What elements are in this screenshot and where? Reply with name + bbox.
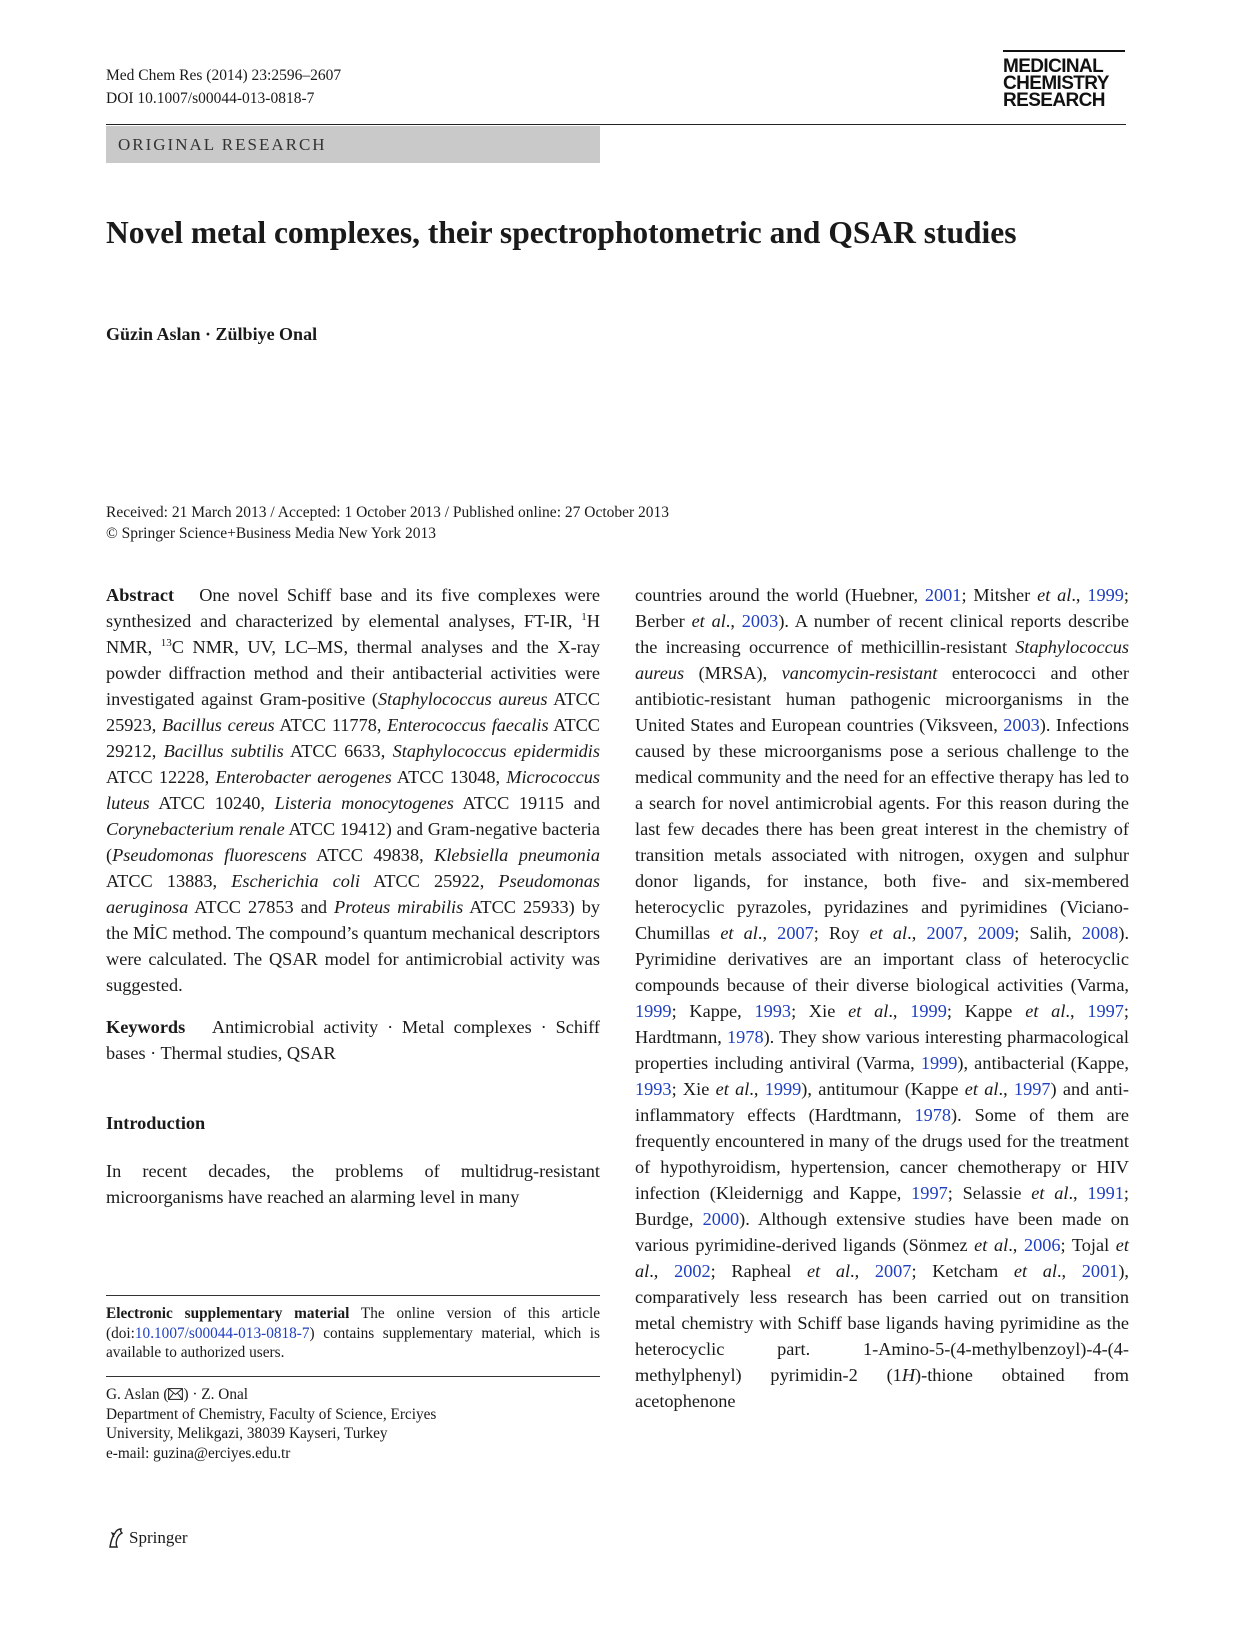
esm-label: Electronic supplementary material xyxy=(106,1305,350,1322)
citation-link[interactable]: 2001 xyxy=(924,585,962,605)
affiliation-line-2: University, Melikgazi, 38039 Kayseri, Turkey xyxy=(106,1425,388,1442)
header-citation xyxy=(106,64,341,110)
publisher-name: Springer xyxy=(129,1528,188,1547)
citation-link[interactable]: 2006 xyxy=(1023,1235,1061,1255)
citation-link[interactable]: 2007 xyxy=(926,923,963,943)
affiliation-authors: G. Aslan ( ) · Z. Onal xyxy=(106,1386,249,1403)
doi-link[interactable]: 10.1007/s00044-013-0818-7 xyxy=(134,1324,310,1342)
citation-link[interactable]: 1991 xyxy=(1087,1183,1124,1203)
citation-link[interactable]: 1999 xyxy=(1087,585,1124,605)
springer-horse-icon xyxy=(106,1527,126,1549)
citation-link[interactable]: 2002 xyxy=(674,1261,711,1281)
citation-link[interactable]: 1999 xyxy=(764,1079,802,1099)
citation-link[interactable]: 2009 xyxy=(977,923,1015,943)
section-label: ORIGINAL RESEARCH xyxy=(106,126,600,163)
citation-link[interactable]: 1978 xyxy=(914,1105,952,1125)
citation-link[interactable]: 2003 xyxy=(1003,715,1040,735)
article-authors: Güzin Aslan · Zülbiye Onal xyxy=(106,324,318,344)
citation-link[interactable]: 1997 xyxy=(1013,1079,1051,1099)
logo-line-2: CHEMISTRY xyxy=(1003,73,1109,94)
affiliation-rule xyxy=(106,1376,600,1377)
citation-link[interactable]: 1993 xyxy=(635,1079,672,1099)
article-doi: DOI 10.1007/s00044-013-0818-7 xyxy=(106,90,315,107)
header-rule xyxy=(106,124,1126,125)
supplementary-note: Electronic supplementary material The online version of this article (doi:10.1007/s00044-013-0818-7) contains supplementary material, which is available to authorized users. xyxy=(106,1305,600,1361)
journal-logo xyxy=(1003,50,1125,109)
affiliation-email[interactable]: e-mail: guzina@erciyes.edu.tr xyxy=(106,1444,291,1462)
citation-link[interactable]: 1999 xyxy=(910,1001,947,1021)
footnote-rule xyxy=(106,1295,600,1296)
introduction-continued: countries around the world (Huebner, 2001; Mitsher et al., 1999; Berber et al., 2003). A number of recent clinical reports describe the increasing occurrence of methicillin-resistant Staphylococcus aureus (MRSA), vancomycin-resistant enterococci and other antibiotic-resistant human pathogenic microorganisms in the United States and European countries (Viksveen, 2003). Infections caused by these microorganisms pose a serious challenge to the medical community and the need for an effective therapy has led to a search for novel antimicrobial agents. For this reason during the last few decades there has been great interest in the chemistry of transition metals associated with nitrogen, oxygen and sulphur donor ligands, for instance, both five- and six-membered heterocyclic pyrazoles, pyridazines and pyrimidines (Viciano-Chumillas et al., 2007; Roy et al., 2007, 2009; Salih, 2008). Pyrimidine derivatives are an important class of heterocyclic compounds because of their diverse biological activities (Varma, 1999; Kappe, 1993; Xie et al., 1999; Kappe et al., 1997; Hardtmann, 1978). They show various interesting pharmacological properties including antiviral (Varma, 1999), antibacterial (Kappe, 1993; Xie et al., 1999), antitumour (Kappe et al., 1997) and anti-inflammatory effects (Hardtmann, 1978). Some of them are frequently encountered in many of the drugs used for the treatment of hypothyroidism, hypertension, cancer chemotherapy or HIV infection (Kleidernigg and Kappe, 1997; Selassie et al., 1991; Burdge, 2000). Although extensive studies have been made on various pyrimidine-derived ligands (Sönmez et al., 2006; Tojal et al., 2002; Rapheal et al., 2007; Ketcham et al., 2001), comparatively less research has been carried out on transition metal chemistry with Schiff base ligands having pyrimidine as the heterocyclic part. 1-Amino-5-(4-methylbenzoyl)-4-(4-methylphenyl) pyrimidin-2 (1H)-thione obtained from acetophenone xyxy=(635,585,1130,1411)
citation-link[interactable]: 1999 xyxy=(635,1001,672,1021)
citation-link[interactable]: 1997 xyxy=(1087,1001,1124,1021)
citation-link[interactable]: 2000 xyxy=(702,1209,740,1229)
copyright: © Springer Science+Business Media New York 2013 xyxy=(106,525,437,542)
citation-link[interactable]: 2003 xyxy=(741,611,779,631)
envelope-icon xyxy=(168,1388,183,1400)
citation-link[interactable]: 1997 xyxy=(911,1183,948,1203)
abstract: Abstract One novel Schiff base and its five complexes were synthesized and characterized by elemental analyses, FT-IR, $^1$H NMR, $^{13}$C NMR, UV, LC–MS, thermal analyses and the X-ray powder diffraction method and their antibacterial activities were investigated against Gram-positive (Staphylococcus aureus ATCC 25923, Bacillus cereus ATCC 11778, Enterococcus faecalis ATCC 29212, Bacillus subtilis ATCC 6633, Staphylococcus epidermidis ATCC 12228, Enterobacter aerogenes ATCC 13048, Micrococcus luteus ATCC 10240, Listeria monocytogenes ATCC 19115 and Corynebacterium renale ATCC 19412) and Gram-negative bacteria (Pseudomonas fluorescens ATCC 49838, Klebsiella pneumonia ATCC 13883, Escherichia coli ATCC 25922, Pseudomonas aeruginosa ATCC 27853 and Proteus mirabilis ATCC 25933) by the MİC method. The compound’s quantum mechanical descriptors were calculated. The QSAR model for antimicrobial activity was suggested. xyxy=(106,585,601,995)
keywords-label: Keywords xyxy=(106,1017,186,1037)
logo-line-1: MEDICINAL xyxy=(1003,56,1104,77)
keywords-list: Antimicrobial activity · Metal complexes · Schiff bases · Thermal studies, QSAR xyxy=(106,1017,600,1063)
introduction-paragraph: In recent decades, the problems of multidrug-resistant microorganisms have reached an alarming level in many xyxy=(106,1161,600,1207)
introduction-heading: Introduction xyxy=(106,1113,206,1133)
citation-link[interactable]: 2001 xyxy=(1081,1261,1119,1281)
affiliation-line-1: Department of Chemistry, Faculty of Science, Erciyes xyxy=(106,1405,437,1423)
affiliation-note xyxy=(106,1385,600,1463)
article-title: Novel metal complexes, their spectrophotometric and QSAR studies xyxy=(106,215,1017,250)
logo-line-3: RESEARCH xyxy=(1003,90,1105,111)
citation-link[interactable]: 2007 xyxy=(874,1261,912,1281)
citation-link[interactable]: 2007 xyxy=(777,923,814,943)
citation-link[interactable]: 1993 xyxy=(754,1001,792,1021)
left-column xyxy=(106,582,600,1210)
citation-link[interactable]: 2008 xyxy=(1081,923,1119,943)
abstract-label: Abstract xyxy=(106,585,175,605)
keywords xyxy=(106,1014,600,1066)
citation-link[interactable]: 1999 xyxy=(920,1053,958,1073)
publisher-footer xyxy=(106,1527,188,1549)
right-column xyxy=(635,582,1129,1414)
citation-link[interactable]: 1978 xyxy=(727,1027,764,1047)
journal-citation: Med Chem Res (2014) 23:2596–2607 xyxy=(106,67,342,84)
publication-history: Received: 21 March 2013 / Accepted: 1 October 2013 / Published online: 27 October 2013 xyxy=(106,504,670,521)
article-dates xyxy=(106,502,669,544)
